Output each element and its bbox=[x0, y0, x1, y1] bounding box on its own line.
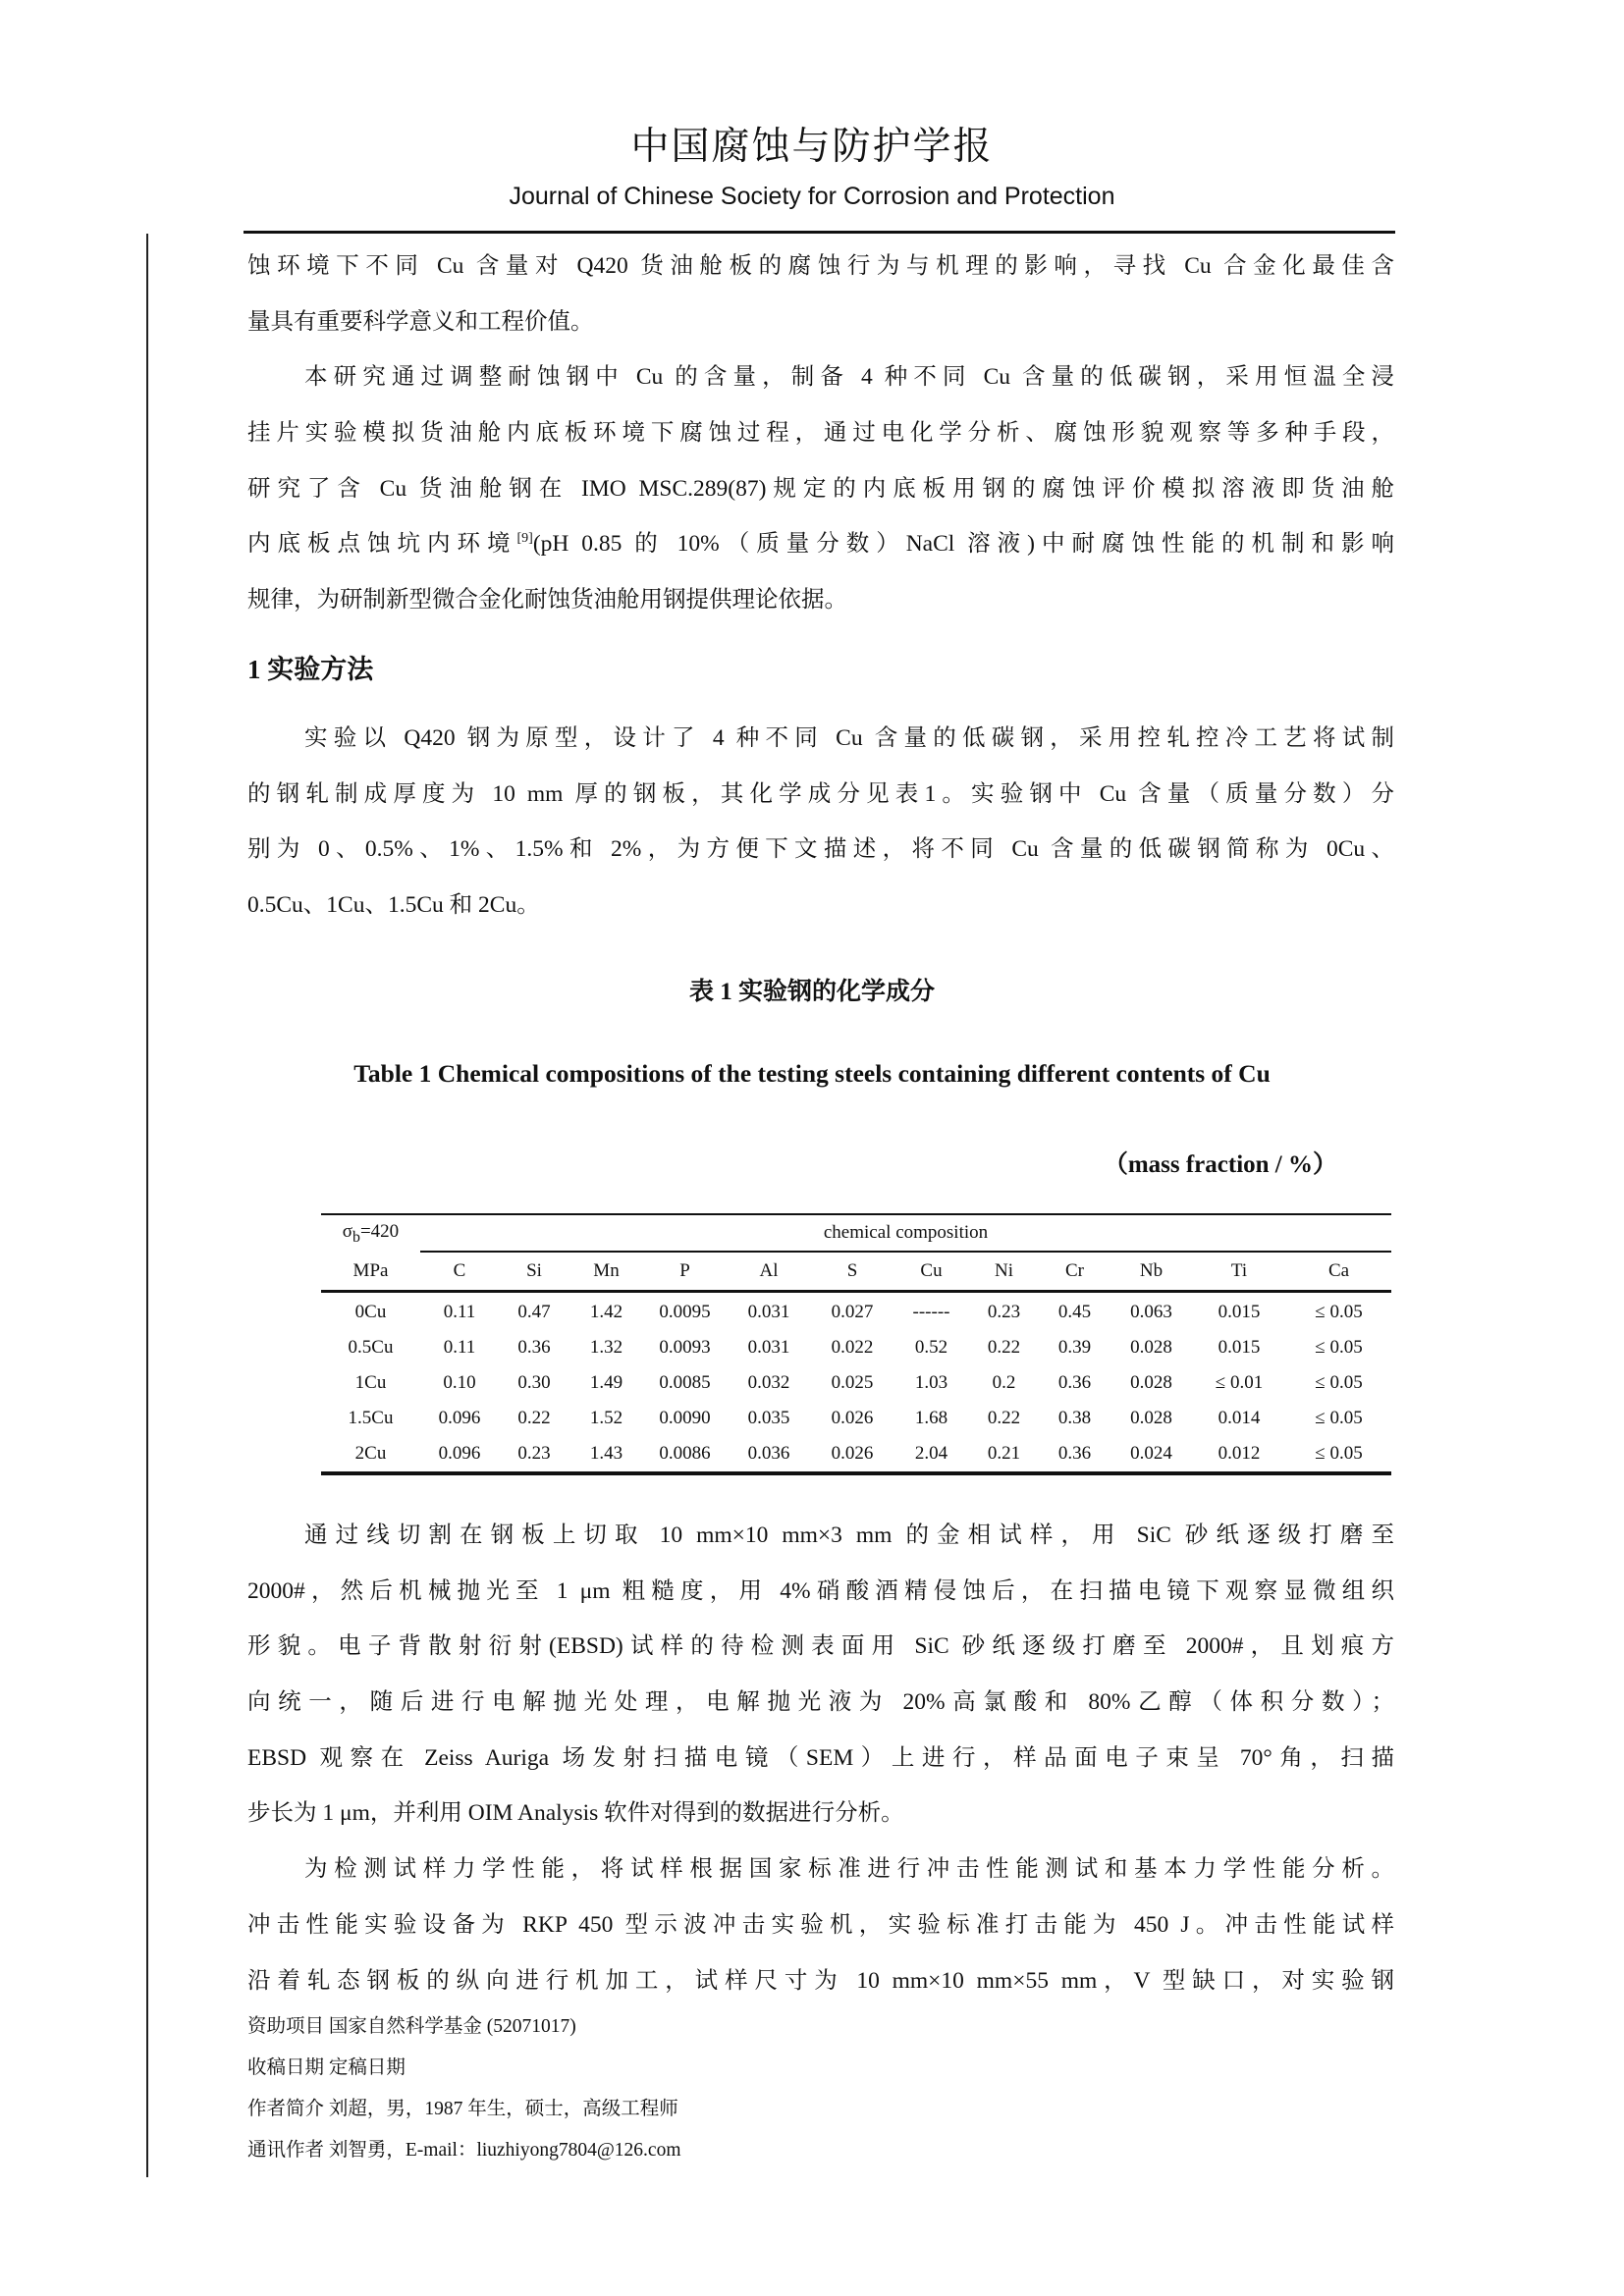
journal-title: 中国腐蚀与防护学报 bbox=[630, 126, 994, 168]
table-cell: 0.096 bbox=[438, 1408, 481, 1428]
composition-table bbox=[321, 1213, 1391, 1475]
table-cell: ≤ 0.05 bbox=[1315, 1408, 1363, 1428]
corner-unit: MPa bbox=[321, 1252, 420, 1292]
table-cell: 0.026 bbox=[831, 1443, 874, 1464]
table-cell: 0.035 bbox=[747, 1408, 790, 1428]
column-header: P bbox=[643, 1252, 727, 1292]
table-cell: 0.0093 bbox=[659, 1337, 711, 1358]
table-cell: 0.031 bbox=[747, 1302, 790, 1322]
citation: [9] bbox=[516, 531, 533, 547]
table-cell: 0.36 bbox=[517, 1337, 551, 1358]
table-cell: 0.45 bbox=[1057, 1302, 1092, 1322]
text-line: 蚀环境下不同 Cu 含量对 Q420 货油舱板的腐蚀行为与机理的影响，寻找 Cu 合金化最佳含 bbox=[247, 253, 1394, 279]
text-line bbox=[247, 516, 1394, 572]
header-rule bbox=[244, 231, 1395, 234]
table-cell: 0.39 bbox=[1057, 1337, 1092, 1358]
table-cell: ≤ 0.05 bbox=[1315, 1302, 1363, 1322]
column-header: Ca bbox=[1286, 1252, 1391, 1292]
table-cell: 0.30 bbox=[517, 1372, 551, 1393]
text-line: 向统一，随后进行电解抛光处理，电解抛光液为 20%高氯酸和 80%乙醇（体积分数）； bbox=[247, 1689, 1394, 1716]
table-cell: 0.0085 bbox=[659, 1372, 711, 1393]
section-heading: 1 实验方法 bbox=[247, 655, 374, 684]
text-line: 实验以 Q420 钢为原型，设计了 4 种不同 Cu 含量的低碳钢，采用控轧控冷工艺将试制 bbox=[304, 725, 1394, 751]
paragraph-method bbox=[247, 711, 1394, 934]
table-cell: ≤ 0.01 bbox=[1215, 1372, 1264, 1393]
journal-subtitle: Journal of Chinese Society for Corrosion and Protection bbox=[509, 183, 1115, 210]
table-cell: 0.0090 bbox=[659, 1408, 711, 1428]
table-cell: 1.49 bbox=[589, 1372, 623, 1393]
table-row bbox=[321, 1401, 1391, 1436]
table-cell: 0.015 bbox=[1218, 1337, 1261, 1358]
table-cell: 2.04 bbox=[914, 1443, 948, 1464]
table-cell: 0.11 bbox=[443, 1337, 476, 1358]
footnote-funding: 资助项目 国家自然科学基金 (52071017) bbox=[247, 2016, 576, 2037]
table-cell: 0.22 bbox=[517, 1408, 551, 1428]
table-cell: ------ bbox=[912, 1302, 950, 1322]
text-line: 冲击性能实验设备为 RKP 450 型示波冲击实验机，实验标准打击能为 450 J。冲击性能试样 bbox=[247, 1911, 1394, 1938]
footnote-correspondence: 通讯作者 刘智勇，E-mail：liuzhiyong7804@126.com bbox=[247, 2140, 681, 2161]
column-header: S bbox=[811, 1252, 893, 1292]
table-unit: （mass fraction / %） bbox=[1103, 1151, 1337, 1178]
text-line: 挂片实验模拟货油舱内底板环境下腐蚀过程，通过电化学分析、腐蚀形貌观察等多种手段， bbox=[247, 420, 1394, 447]
table-cell: 0.022 bbox=[831, 1337, 874, 1358]
table-cell: 0.0095 bbox=[659, 1302, 711, 1322]
margin-rule bbox=[146, 234, 148, 2177]
footnote-author: 作者简介 刘超，男，1987 年生，硕士，高级工程师 bbox=[247, 2099, 678, 2119]
text-line: 的钢轧制成厚度为 10 mm 厚的钢板，其化学成分见表1。实验钢中 Cu 含量（质量分数）分 bbox=[247, 780, 1394, 807]
column-header: Si bbox=[499, 1252, 569, 1292]
table-cell: 0.012 bbox=[1218, 1443, 1261, 1464]
table-cell: 0.38 bbox=[1057, 1408, 1092, 1428]
table-cell: 1.03 bbox=[914, 1372, 948, 1393]
table-cell: 0.0086 bbox=[659, 1443, 711, 1464]
text-line: 量具有重要科学意义和工程价值。 bbox=[247, 308, 594, 335]
table-cell: 1.43 bbox=[589, 1443, 623, 1464]
text-line: 沿着轧态钢板的纵向进行机加工，试样尺寸为 10 mm×10 mm×55 mm，V 型缺口，对实验钢 bbox=[247, 1967, 1394, 1994]
table-caption-cn: 表 1 实验钢的化学成分 bbox=[688, 979, 935, 1005]
corner-value: =420 bbox=[359, 1220, 400, 1242]
column-header: C bbox=[420, 1252, 499, 1292]
table-cell: 0.032 bbox=[747, 1372, 790, 1393]
column-header: Cr bbox=[1039, 1252, 1110, 1292]
table-cell: 0.025 bbox=[831, 1372, 874, 1393]
table-cell: 1.52 bbox=[589, 1408, 623, 1428]
text-line: 规律，为研制新型微合金化耐蚀货油舱用钢提供理论依据。 bbox=[247, 587, 847, 614]
table-cell: 0.031 bbox=[747, 1337, 790, 1358]
column-header: Mn bbox=[569, 1252, 643, 1292]
table-cell: 0.028 bbox=[1130, 1337, 1172, 1358]
table-cell: ≤ 0.05 bbox=[1315, 1337, 1363, 1358]
table-cell: 0.11 bbox=[443, 1302, 476, 1322]
column-header: Cu bbox=[893, 1252, 969, 1292]
sigma: σ bbox=[342, 1220, 353, 1242]
table-cell: 0.2 bbox=[992, 1372, 1016, 1393]
row-label: 1.5Cu bbox=[348, 1408, 394, 1428]
table-cell: 0.10 bbox=[443, 1372, 476, 1393]
table-cell: 0.027 bbox=[831, 1302, 874, 1322]
table-cell: 0.36 bbox=[1057, 1443, 1092, 1464]
table-cell: 0.015 bbox=[1218, 1302, 1261, 1322]
table-cell: 0.036 bbox=[747, 1443, 790, 1464]
footnote-dates: 收稿日期 定稿日期 bbox=[247, 2057, 406, 2078]
table-cell: 0.22 bbox=[987, 1337, 1021, 1358]
row-label: 0Cu bbox=[354, 1302, 387, 1322]
corner-header bbox=[321, 1214, 420, 1252]
column-header: Al bbox=[727, 1252, 811, 1292]
text-line: 研究了含 Cu 货油舱钢在 IMO MSC.289(87)规定的内底板用钢的腐蚀评价模拟溶液即货油舱 bbox=[247, 475, 1394, 502]
paragraph-specimen bbox=[247, 1508, 1394, 2008]
table-cell: 0.23 bbox=[987, 1302, 1021, 1322]
column-header: Ti bbox=[1192, 1252, 1286, 1292]
text-line: 别为 0、0.5%、1%、1.5%和 2%，为方便下文描述，将不同 Cu 含量的低碳钢简称为 0Cu、 bbox=[247, 836, 1394, 863]
row-label: 2Cu bbox=[354, 1443, 387, 1464]
text-line: 形貌。电子背散射衍射(EBSD)试样的待检测表面用 SiC 砂纸逐级打磨至 2000#，且划痕方 bbox=[247, 1633, 1394, 1660]
row-label: 0.5Cu bbox=[348, 1337, 394, 1358]
table-cell: 1.42 bbox=[589, 1302, 623, 1322]
text-line: EBSD 观察在 Zeiss Auriga 场发射扫描电镜（SEM）上进行，样品面电子束呈 70°角，扫描 bbox=[247, 1744, 1394, 1771]
text-line: 通过线切割在钢板上切取 10 mm×10 mm×3 mm 的金相试样，用 SiC 砂纸逐级打磨至 bbox=[304, 1522, 1394, 1548]
text-line: 步长为 1 μm，并利用 OIM Analysis 软件对得到的数据进行分析。 bbox=[247, 1800, 904, 1827]
table-cell: 1.32 bbox=[589, 1337, 623, 1358]
paragraph-intro bbox=[247, 239, 1394, 628]
table-cell: 0.36 bbox=[1057, 1372, 1092, 1393]
table-cell: 0.014 bbox=[1218, 1408, 1261, 1428]
sigma-sub: b bbox=[352, 1228, 360, 1246]
table-cell: ≤ 0.05 bbox=[1315, 1372, 1363, 1393]
table-cell: ≤ 0.05 bbox=[1315, 1443, 1363, 1464]
table-cell: 0.024 bbox=[1130, 1443, 1172, 1464]
text-line: 2000#，然后机械抛光至 1 μm 粗糙度，用 4%硝酸酒精侵蚀后，在扫描电镜下观察显微组织 bbox=[247, 1577, 1394, 1604]
row-label: 1Cu bbox=[354, 1372, 387, 1393]
text-line: 本研究通过调整耐蚀钢中 Cu 的含量，制备 4 种不同 Cu 含量的低碳钢，采用恒温全浸 bbox=[304, 364, 1394, 391]
table-row bbox=[321, 1365, 1391, 1401]
table-cell: 0.23 bbox=[517, 1443, 551, 1464]
table-row bbox=[321, 1292, 1391, 1331]
table-cell: 0.063 bbox=[1130, 1302, 1172, 1322]
group-header: chemical composition bbox=[420, 1214, 1391, 1252]
table-cell: 0.026 bbox=[831, 1408, 874, 1428]
table-cell: 1.68 bbox=[914, 1408, 948, 1428]
column-header: Ni bbox=[969, 1252, 1039, 1292]
text-line: 为检测试样力学性能，将试样根据国家标准进行冲击性能测试和基本力学性能分析。 bbox=[304, 1856, 1394, 1883]
table-cell: 0.52 bbox=[914, 1337, 948, 1358]
text-segment: 内底板点蚀坑内环境 bbox=[247, 531, 517, 558]
table-cell: 0.028 bbox=[1130, 1372, 1172, 1393]
column-header: Nb bbox=[1110, 1252, 1192, 1292]
table-caption-en: Table 1 Chemical compositions of the testing steels containing different contents of Cu bbox=[353, 1059, 1271, 1088]
table-row bbox=[321, 1436, 1391, 1473]
table-cell: 0.22 bbox=[987, 1408, 1021, 1428]
text-segment: (pH 0.85 的 10%（质量分数）NaCl 溶液)中耐腐蚀性能的机制和影响 bbox=[532, 531, 1394, 558]
table-row bbox=[321, 1330, 1391, 1365]
table-cell: 0.096 bbox=[438, 1443, 481, 1464]
table-cell: 0.47 bbox=[517, 1302, 551, 1322]
table-cell: 0.028 bbox=[1130, 1408, 1172, 1428]
table-cell: 0.21 bbox=[987, 1443, 1021, 1464]
text-line: 0.5Cu、1Cu、1.5Cu 和 2Cu。 bbox=[247, 892, 540, 919]
